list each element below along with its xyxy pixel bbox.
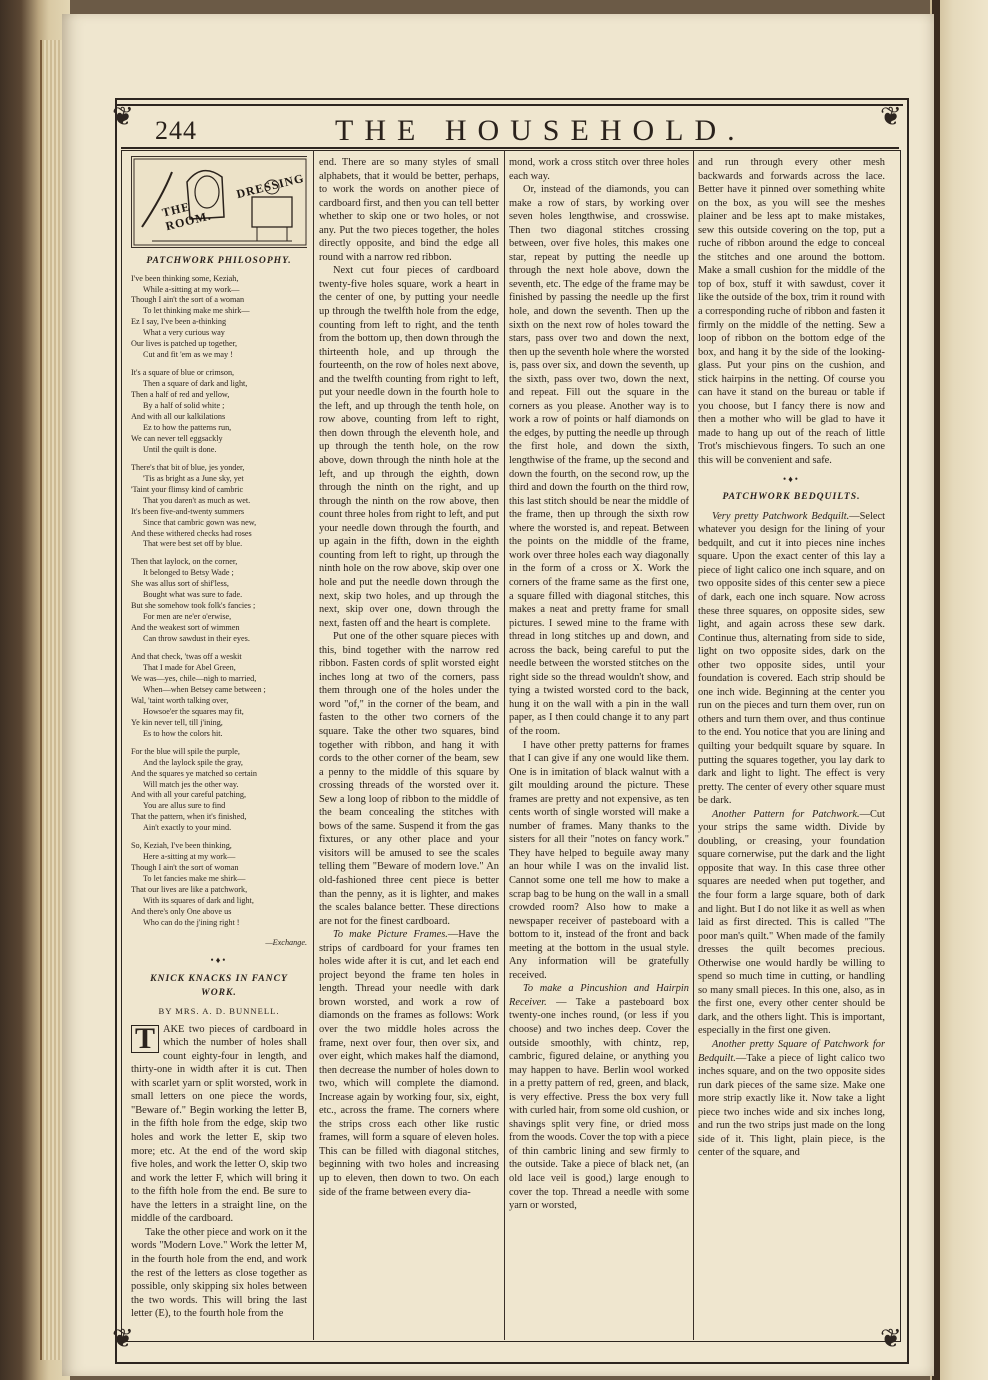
poem-stanza <box>131 747 307 835</box>
poem-line: We was—yes, chile—nigh to married, <box>131 673 257 683</box>
poem-stanza <box>131 368 307 456</box>
article-paragraph: Very pretty Patchwork Bedquilt.—Select whatever you design for the lining of your bedquilt, and cut it into pieces nine inches square. Upon the exact center of this lay a piece of light calico one inch square, and on two opposite sides of this center sew a piece of dark, each one inch square. Now across these three squares, on opposite sides, sew light, and again across these sew dark. Continue thus, alternating from side to side, light on two opposite sides, dark on the other two opposite sides, until your foundation is covered. Each strip should be one inch wide. Beginning at the center you run on the pieces and turn them over, run on others and turn them over, and thus continue to the end. You notice that you are lining and quilting your bedquilt square by square. In putting the squares together, you lay dark to dark and light to light. The effect is very pretty. The center of every other square must be dark. <box>698 510 885 807</box>
poem-line: Ain't exactly to your mind. <box>143 823 232 833</box>
article-paragraph: T AKE two pieces of cardboard in which the number of holes shall count eighty-four in length, and thirty-one in width after it is cut. Then with scarlet yarn or split worsted, work in small letters on one piece the words, "Beware of." Begin working the letter B, in the fifth hole from the edge, skip two holes and work the letter E, skip two more; etc. At the end of the word skip five holes, and work the letter O, skip two and work the letter F, which will bring it to the fifth hole from the end. Be sure to have the letters in a straight line, on the middle of the cardboard. <box>131 1021 307 1225</box>
poem-line: Since that cambric gown was new, <box>143 517 257 527</box>
corner-ornament-icon: ❦ <box>112 102 134 132</box>
article-paragraph: Another pretty Square of Patchwork for Bedquilt.—Take a piece of light calico two inches square, and on the two opposite sides run dark pieces of the same size. Make one more strip exactly like it. Now take a light piece two inches wide and six inches long, and run the two strips just made on the long side of it. This light, plain piece, is the center of the square, and <box>698 1039 885 1159</box>
poem-line: We can never tell eggsackly <box>131 433 223 443</box>
poem-line: Our lives is patched up together, <box>131 339 238 349</box>
poem-title: PATCHWORK PHILOSOPHY. <box>146 255 292 266</box>
poem-line: That our lives are like a patchwork, <box>131 885 248 895</box>
poem-line: Can throw sawdust in their eyes. <box>143 634 250 644</box>
poem-attribution: —Exchange. <box>265 937 307 947</box>
column-4 <box>698 156 885 1340</box>
article-paragraph: and run through every other mesh backwards and forwards across the lace. Better have it pinned over something white on the box, as you will see the meshes plainer and be less apt to make mistakes, sew this outside covering on the top, put a ruche of ribbon around the edge to conceal the stitches and one around the bottom. Make a small cushion for the middle of the top of box, stuff it with sawdust, cover it like the outside of the box, trim it round with a corresponding ruche of ribbon and fasten it firmly on the middle of the netting. Sew a loop of ribbon on the bottom edge of the box, and hang it by the side of the looking-glass. Put your pins on the cushion, and stick hairpins in the netting. Of course you can have it stand on the bureau or table if you choose, but I fancy there is now and then a mother who will be glad to have it made to hang up out of the reach of little Trot's mischievous fingers. To such an one this will be convenient and safe. <box>698 157 885 467</box>
article-paragraph: Next cut four pieces of cardboard twenty-five holes square, work a heart in the center of one, by putting your needle up through the twelfth hole from the edge, counting from left to right, and the tenth from the bottom up, then down through the thirteenth hole, and up through the fourteenth, on the row of holes next above, and the twelfth counting from right to left, put your needle down in the fourth hole to the left, and up through the tenth hole, on row above, counting from left to right, then down through the eleventh hole, and up through the tenth hole, on the row above, down through the ninth hole at the left, and up through the eighth, down through the ninth on the right, and up through the ninth on the row above, then count three holes from right to left, and put your needle down through the fourth, and up again in the fifth, down in the eighth counting from left to right, up through the ninth hole on the row above, skip over one hole and put the needle down through the next, skip two holes, and up through the next, skip over one, down through the next, fasten off and the heart is complete. <box>319 265 499 629</box>
poem-line: Here a-sitting at my work— <box>143 852 236 862</box>
section-divider: •♦• <box>783 473 800 484</box>
poem-line: And these withered checks had roses <box>131 528 252 538</box>
paragraph-lead: Another Pattern for Patchwork. <box>712 808 860 820</box>
poem-line: Then that laylock, on the corner, <box>131 557 238 567</box>
poem-line: Ye kin never tell, till j'ining, <box>131 717 223 727</box>
article-paragraph: Put one of the other square pieces with this, bind together with the narrow red ribbon. Fasten cords of split worsted eight inches long at two of the corners, pass them through one of the holes under the word "of," in the corner of the beam, and fasten to the other two corners of the square. Take the other two squares, bind together with ribbon, and hang it with cords to the other corner of the beam, sew a penny to the middle of this square by crossing threads of the worsted over it. Sew a long loop of ribbon to the middle of the beam concealing the stitches with bows of the same. Suspend it from the gas fixtures, or any other place and your visitors will be amused to see the scales telling them "Beware of modern love." An old-fashioned three cent piece is better than the penny, as it is lighter, and makes the scales balance better. These directions are not for the finest cardboard. <box>319 631 499 927</box>
poem-line: Then a square of dark and light, <box>143 379 248 389</box>
poem <box>131 274 307 929</box>
poem-line: Then a half of red and yellow, <box>131 390 230 400</box>
poem-line: For men are ne'er o'erwise, <box>143 612 232 622</box>
banner-title: THE DRESSING ROOM. <box>160 170 306 233</box>
drop-cap: T <box>131 1025 159 1053</box>
column-3 <box>509 156 689 1340</box>
poem-line: That I made for Abel Green, <box>143 663 236 672</box>
poem-line: To let fancies make me shirk— <box>143 874 246 884</box>
poem-line: 'Tis as bright as a June sky, yet <box>143 473 244 483</box>
dressing-room-banner <box>131 156 307 248</box>
poem-stanza <box>131 841 307 929</box>
masthead: THE HOUSEHOLD. <box>335 114 746 147</box>
paragraph-lead: To make Picture Frames. <box>333 929 448 941</box>
poem-stanza <box>131 652 307 740</box>
poem-line: 'Taint your flimsy kind of cambric <box>131 484 244 494</box>
poem-line: It's a square of blue or crimson, <box>131 368 235 378</box>
article-paragraph: Take the other piece and work on it the words "Modern Love." Work the letter M, in the fourth hole from the end, and work the rest of the letters as close together as possible, only skipping six holes between the two words. This will bring the last letter (E), to the fourth hole from the <box>131 1226 307 1320</box>
poem-line: Who can do the j'ining right ! <box>143 917 240 927</box>
poem-line: While a-sitting at my work— <box>143 284 240 294</box>
corner-ornament-icon: ❦ <box>880 1324 902 1354</box>
poem-line: By a half of solid white ; <box>143 401 225 411</box>
poem-line: Wal, 'taint worth talking over, <box>131 695 229 705</box>
poem-line: Es to how the colors hit. <box>143 728 223 738</box>
article-paragraph: mond, work a cross stitch over three holes each way. <box>509 157 689 182</box>
article-paragraph: Or, instead of the diamonds, you can make a row of stars, by working over seven holes lengthwise, and crosswise. Then two diagonal stitches crossing between, over five holes, this makes one star, repeat by putting the needle up through the next hole above, down the seventh, etc. The edge of the frame may be finished by passing the needle up the first hole, and down the seventh. Then up the sixth on the next row of holes toward the stars, pass over two and down the next, then up the seventh hole where the worsted is, pass over six, and down the seventh, up the sixth, pass over two, down the next, and repeat. Fill out the square in the corners as you please. Another way is to work a row of points or half diamonds on the edges, by putting the needle up through the first hole, and down the sixth, lengthwise of the frame, up the second and down the fourth, on the second row, up the third and down the fourth on the third row, this last stitch should be near the middle of the frame, then up through the sixth row where the worsted is, and repeat. Between the points on the middle of the frame, work over three holes each way diagonally in the form of a cross or X. Work the corners of the frame same as the first one, a square filled with diagonal stitches, this makes a neat and pretty frame for small pictures. I sewed mine to the frame with thread in long stitches up and down, and across the back, being careful to put the needle between the worsted stitches on the right side so the thread wouldn't show, and tying a twisted worsted cord to the back, hung it on the wall with a pin in the wall paper, as I then could change it to any part of the room. <box>509 184 689 737</box>
poem-line: And there's only One above us <box>131 907 232 917</box>
poem-line: It belonged to Betsy Wade ; <box>143 568 234 578</box>
poem-line: She was allus sort of shif'less, <box>131 579 229 589</box>
poem-line: That were best set off by blue. <box>143 539 243 549</box>
poem-line: For the blue will spile the purple, <box>131 746 240 756</box>
poem-line: That the pattern, when it's finished, <box>131 812 247 822</box>
poem-stanza <box>131 274 307 362</box>
article-paragraph: To make a Pincushion and Hairpin Receiver. — Take a pasteboard box twenty-one inches round, (or less if you choose) and two inches deep. Cover the outside smoothly, with chintz, rep, cambric, figured delaine, or anything you may happen to have. Berlin wool worked in a pretty pattern of red, green, and black, is very effective. Press the box very full with curled hair, from some old cushion, or shavings split very fine, or dried moss from the woods. Cover the top with a piece of thin cambric lining and sew firmly to the outside. Take a piece of black net, (an old lace veil is good,) large enough to cover the top. Thread a needle with some yarn or worsted, <box>509 983 689 1212</box>
poem-line: Though I ain't the sort of a woman <box>131 295 245 305</box>
column-2 <box>319 156 499 1340</box>
poem-line: Until the quilt is done. <box>143 444 217 454</box>
poem-stanza <box>131 463 307 551</box>
paragraph-lead: Very pretty Patchwork Bedquilt. <box>712 510 850 522</box>
article-paragraph: I have other pretty patterns for frames that I can give if any one would like them. One is in imitation of black walnut with a gilt moulding around the picture. These frames are pretty and not expensive, as ten cents worth of single worsted will make a number of frames. Many thanks to the sisters for all their "notes on fancy work." They have helped to beguile away many an hour while I was on the invalid list. Cannot some one tell me how to make a scrap bag to be hung on the wall in a small crowded room? Also how to make a newspaper receiver of pasteboard with a bottom to it, instead of the front and back meeting at the bottom in the usual style. Any information will be gratefully received. <box>509 739 689 981</box>
poem-stanza <box>131 557 307 645</box>
poem-line: And with all your careful patching, <box>131 790 247 800</box>
article-byline: BY MRS. A. D. BUNNELL. <box>158 1006 280 1017</box>
corner-ornament-icon: ❦ <box>880 102 902 132</box>
paragraph-lead: Another pretty Square of Patchwork for Bedquilt. <box>698 1039 885 1064</box>
poem-line: But she somehow took folk's fancies ; <box>131 601 256 611</box>
top-rule <box>117 104 903 106</box>
poem-line: Though I ain't the sort of woman <box>131 863 239 873</box>
poem-line: So, Keziah, I've been thinking, <box>131 841 232 851</box>
poem-line: And with all our kalkilations <box>131 411 226 421</box>
corner-ornament-icon: ❦ <box>112 1324 134 1354</box>
poem-line: I've been thinking some, Keziah, <box>131 273 239 283</box>
poem-line: What a very curious way <box>143 328 225 338</box>
poem-line: And that check, 'twas off a weskit <box>131 652 242 662</box>
column-divider <box>693 150 694 1340</box>
page-number: 244 <box>155 116 197 145</box>
poem-line: Ez I say, I've been a-thinking <box>131 317 227 327</box>
poem-line: Howsoe'er the squares may fit, <box>143 706 244 716</box>
section-divider: •♦• <box>210 955 228 966</box>
poem-line: And the weakest sort of wimmen <box>131 623 240 633</box>
article-paragraph: To make Picture Frames.—Have the strips of cardboard for your frames ten holes wide after it is cut, and let each end project beyond the frame ten holes in length. Thread your needle with dark brown worsted, and work a row of diamonds on the frames as follows: Work over the two middle holes across the frame, next over four, then over six, and over eight, which makes half the diamond, then decrease the number of holes down to two, which will complete the diamond. Increase again by working four, six, eight, etc., across the frame. The corners where the strips cross each other like rustic frames, will form a square of eleven holes. This can be filled with diagonal stitches, beginning with two holes and increasing up to eleven, then down to two. On each side of the frame between every dia- <box>319 929 499 1198</box>
column-divider <box>313 150 314 1340</box>
poem-line: With its squares of dark and light, <box>143 896 254 906</box>
poem-line: When—when Betsey came between ; <box>143 684 266 694</box>
poem-line: Bought what was sure to fade. <box>143 590 243 600</box>
poem-line: There's that bit of blue, jes yonder, <box>131 462 245 472</box>
column-divider <box>504 150 505 1340</box>
poem-line: And the laylock spile the gray, <box>143 757 243 767</box>
paragraph-lead: To make a Pincushion and Hairpin Receiver. <box>509 983 689 1008</box>
column-1 <box>131 156 307 1340</box>
article-title: PATCHWORK BEDQUILTS. <box>722 491 861 503</box>
article-paragraph: end. There are so many styles of small alphabets, that it would be better, perhaps, to work the words on another piece of cardboard first, and then you can tell better whether to skip one or two holes, or not any. Put the two pieces together, the holes directly opposite, and bind the edge all round with a narrow red ribbon. <box>319 157 499 263</box>
article-paragraph: Another Pattern for Patchwork.—Cut your strips the same width. Divide by doubling, or creasing, your foundation square cornerwise, put the dark and the light opposite that way. In this case three other squares are needed when put together, and the four form a large square, both of dark and light. But I do not like it as well as when laid as first directed. This is called "The poor man's quilt." When made of the family dresses the quilt becomes precious. Otherwise one would hardly be willing to spend so much time in cutting, or handling so many small pieces. In this one, also, as in the first one, every other center should be dark, and the others light. This is important, especially in the first one given. <box>698 808 885 1037</box>
poem-line: Cut and fit 'em as we may ! <box>143 350 233 360</box>
article-title: KNICK KNACKS IN FANCY WORK. <box>150 973 288 998</box>
poem-line: You are allus sure to find <box>143 801 226 811</box>
poem-line: Ez to how the patterns run, <box>143 422 232 432</box>
poem-line: To let thinking make me shirk— <box>143 306 250 316</box>
poem-line: Will match jes the other way. <box>143 779 239 789</box>
next-page-edge <box>930 0 988 1380</box>
poem-line: That you daren't as much as wet. <box>143 495 251 505</box>
poem-line: And the squares ye matched so certain <box>131 768 257 778</box>
poem-line: It's been five-and-twenty summers <box>131 506 245 516</box>
